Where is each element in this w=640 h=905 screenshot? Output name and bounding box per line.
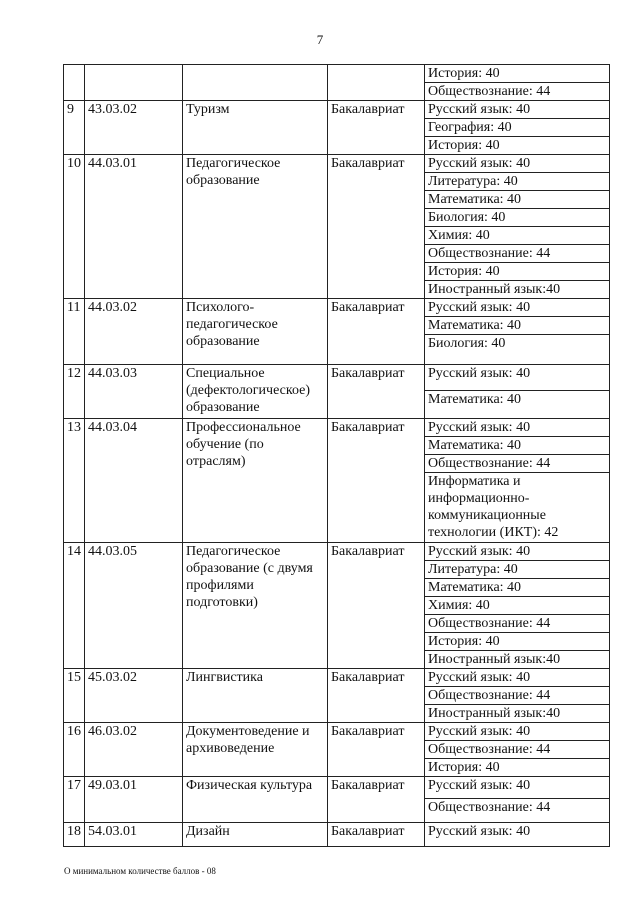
- program-code: 54.03.01: [85, 823, 183, 847]
- program-name: Лингвистика: [183, 669, 328, 723]
- degree-level: Бакалавриат: [328, 365, 425, 419]
- row-number: 11: [64, 299, 85, 365]
- exam-subject: Русский язык: 40: [425, 419, 610, 437]
- exam-subject: История: 40: [425, 759, 610, 777]
- table-row: [64, 419, 610, 437]
- exam-subject: Обществознание: 44: [425, 83, 610, 101]
- exam-subject: Русский язык: 40: [425, 101, 610, 119]
- program-code: 44.03.01: [85, 155, 183, 299]
- exam-subject: Иностранный язык:40: [425, 281, 610, 299]
- table-row: [64, 543, 610, 561]
- program-name: Профессиональное обучение (по отраслям): [183, 419, 328, 543]
- program-code: [85, 65, 183, 101]
- exam-subject: Русский язык: 40: [425, 777, 610, 799]
- exam-subject: Иностранный язык:40: [425, 651, 610, 669]
- footer-note: О минимальном количестве баллов - 08: [64, 866, 216, 876]
- exam-subject: История: 40: [425, 263, 610, 281]
- program-name: Дизайн: [183, 823, 328, 847]
- degree-level: Бакалавриат: [328, 543, 425, 669]
- program-code: 45.03.02: [85, 669, 183, 723]
- exam-subject: Химия: 40: [425, 227, 610, 245]
- exam-subject: Химия: 40: [425, 597, 610, 615]
- exam-subject: Математика: 40: [425, 391, 610, 419]
- exam-subject: Русский язык: 40: [425, 723, 610, 741]
- exam-subject: Биология: 40: [425, 335, 610, 365]
- exam-subject: Литература: 40: [425, 561, 610, 579]
- program-name: Физическая культура: [183, 777, 328, 823]
- exam-subject: Математика: 40: [425, 317, 610, 335]
- table-row: [64, 299, 610, 317]
- exam-subject: Биология: 40: [425, 209, 610, 227]
- exam-subject: География: 40: [425, 119, 610, 137]
- table-row: [64, 365, 610, 391]
- program-name: Специальное (дефектологическое) образование: [183, 365, 328, 419]
- degree-level: Бакалавриат: [328, 777, 425, 823]
- row-number: 15: [64, 669, 85, 723]
- exam-subject: История: 40: [425, 137, 610, 155]
- row-number: [64, 65, 85, 101]
- program-code: 49.03.01: [85, 777, 183, 823]
- degree-level: [328, 65, 425, 101]
- exam-subject: Русский язык: 40: [425, 365, 610, 391]
- row-number: 10: [64, 155, 85, 299]
- program-code: 44.03.03: [85, 365, 183, 419]
- exam-subject: Русский язык: 40: [425, 823, 610, 847]
- program-name: Документоведение и архивоведение: [183, 723, 328, 777]
- exam-subject: Математика: 40: [425, 191, 610, 209]
- program-code: 44.03.02: [85, 299, 183, 365]
- exam-subject: Иностранный язык:40: [425, 705, 610, 723]
- degree-level: Бакалавриат: [328, 723, 425, 777]
- exam-subject: Обществознание: 44: [425, 245, 610, 263]
- degree-level: Бакалавриат: [328, 299, 425, 365]
- degree-level: Бакалавриат: [328, 155, 425, 299]
- program-name: Педагогическое образование (с двумя профилями подготовки): [183, 543, 328, 669]
- degree-level: Бакалавриат: [328, 101, 425, 155]
- program-name: Педагогическое образование: [183, 155, 328, 299]
- row-number: 18: [64, 823, 85, 847]
- exam-subject: Русский язык: 40: [425, 299, 610, 317]
- table-row: [64, 65, 610, 83]
- row-number: 17: [64, 777, 85, 823]
- exam-subject: Математика: 40: [425, 437, 610, 455]
- table-row: [64, 669, 610, 687]
- degree-level: Бакалавриат: [328, 669, 425, 723]
- exam-subject: Русский язык: 40: [425, 669, 610, 687]
- exam-subject: Обществознание: 44: [425, 455, 610, 473]
- program-name: Туризм: [183, 101, 328, 155]
- exam-subject: Обществознание: 44: [425, 687, 610, 705]
- exam-subject: История: 40: [425, 633, 610, 651]
- degree-level: Бакалавриат: [328, 419, 425, 543]
- exam-subject: Обществознание: 44: [425, 741, 610, 759]
- exam-subject: Литература: 40: [425, 173, 610, 191]
- row-number: 13: [64, 419, 85, 543]
- table-row: [64, 823, 610, 847]
- page-number: 7: [316, 32, 324, 47]
- row-number: 16: [64, 723, 85, 777]
- row-number: 14: [64, 543, 85, 669]
- row-number: 12: [64, 365, 85, 419]
- exam-subject: Русский язык: 40: [425, 155, 610, 173]
- degree-level: Бакалавриат: [328, 823, 425, 847]
- program-code: 43.03.02: [85, 101, 183, 155]
- table-row: [64, 723, 610, 741]
- program-code: 44.03.04: [85, 419, 183, 543]
- exam-subject: Математика: 40: [425, 579, 610, 597]
- table-row: [64, 155, 610, 173]
- exam-subject: Информатика и информационно-коммуникационные технологии (ИКТ): 42: [425, 473, 610, 543]
- program-code: 44.03.05: [85, 543, 183, 669]
- exam-subject: Обществознание: 44: [425, 799, 610, 823]
- row-number: 9: [64, 101, 85, 155]
- exam-subject: Русский язык: 40: [425, 543, 610, 561]
- program-name: [183, 65, 328, 101]
- program-code: 46.03.02: [85, 723, 183, 777]
- table-row: [64, 101, 610, 119]
- exam-subject: Обществознание: 44: [425, 615, 610, 633]
- table-row: [64, 777, 610, 799]
- program-name: Психолого-педагогическое образование: [183, 299, 328, 365]
- exam-subject: История: 40: [425, 65, 610, 83]
- min-scores-table: [63, 64, 610, 847]
